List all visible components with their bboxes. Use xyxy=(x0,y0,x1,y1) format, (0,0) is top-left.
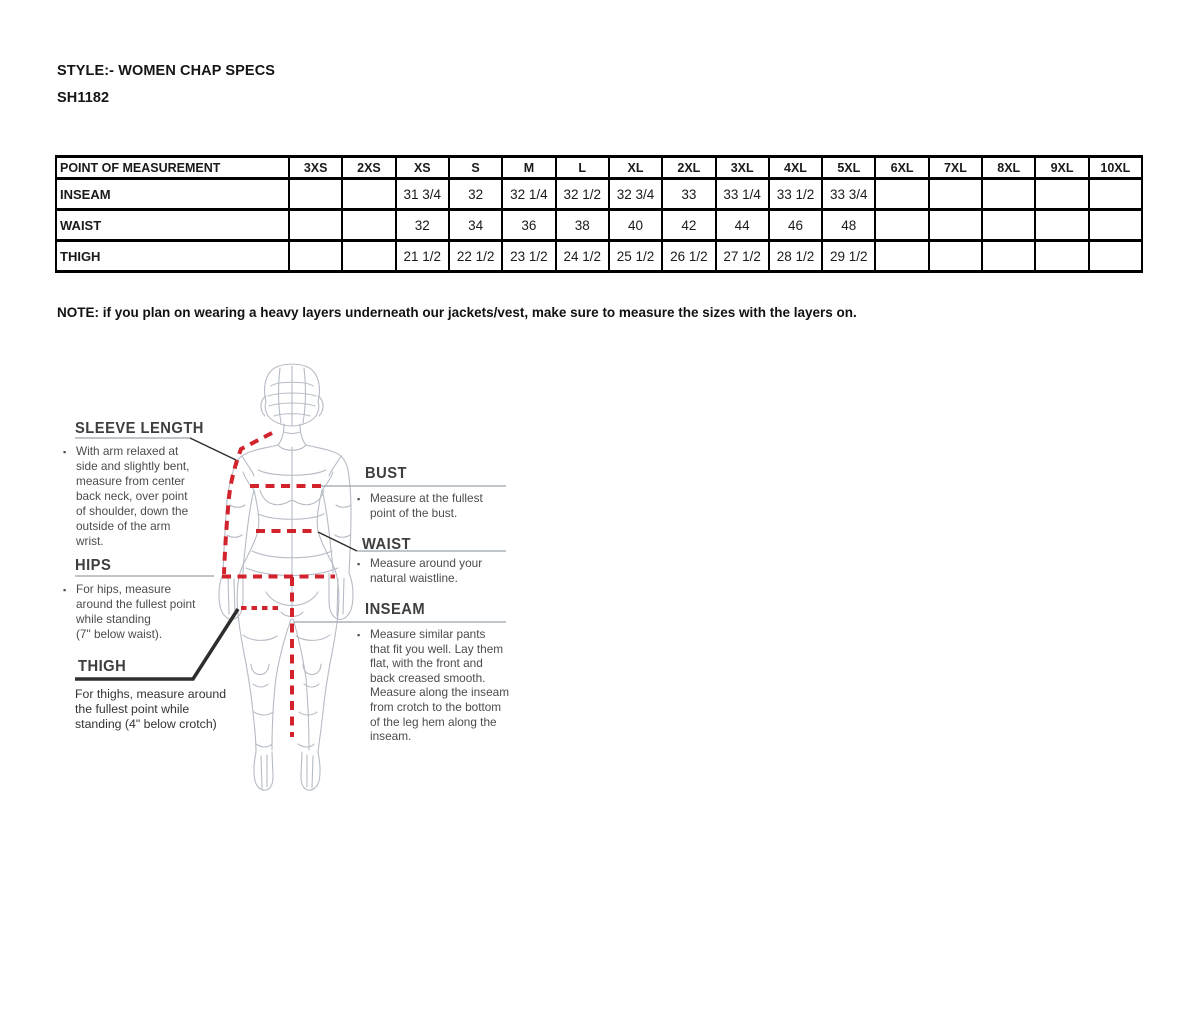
size-column-header: M xyxy=(502,157,555,179)
size-column-header: 5XL xyxy=(822,157,875,179)
text-line: For thighs, measure around xyxy=(75,687,227,701)
size-column-header: XL xyxy=(609,157,662,179)
measurement-value-cell xyxy=(875,210,928,241)
measurement-value-cell: 42 xyxy=(662,210,715,241)
size-column-header: XS xyxy=(396,157,449,179)
size-column-header: 3XS xyxy=(289,157,342,179)
measurement-label-cell: INSEAM xyxy=(56,179,289,210)
size-column-header: 2XS xyxy=(342,157,395,179)
waist-heading: WAIST xyxy=(362,536,412,553)
text-line: back creased smooth. xyxy=(370,670,486,685)
size-chart-table xyxy=(55,155,1143,273)
measurement-value-cell: 33 1/2 xyxy=(769,179,822,210)
text-line: the fullest point while xyxy=(75,702,190,716)
measurement-value-cell xyxy=(342,210,395,241)
measurement-value-cell: 40 xyxy=(609,210,662,241)
measurement-value-cell: 23 1/2 xyxy=(502,241,555,272)
size-column-header: S xyxy=(449,157,502,179)
size-column-header: 7XL xyxy=(929,157,982,179)
measurement-value-cell: 44 xyxy=(716,210,769,241)
text-line: point of the bust. xyxy=(370,506,458,520)
measurement-value-cell xyxy=(342,241,395,272)
measurement-value-cell xyxy=(1089,179,1142,210)
measurement-value-cell: 29 1/2 xyxy=(822,241,875,272)
measurement-value-cell: 22 1/2 xyxy=(449,241,502,272)
measurement-value-cell: 32 xyxy=(396,210,449,241)
measurement-value-cell: 38 xyxy=(556,210,609,241)
measurement-value-cell: 33 1/4 xyxy=(716,179,769,210)
inseam-description xyxy=(357,627,510,744)
measurement-value-cell xyxy=(1035,241,1088,272)
sleeve-length-pointer xyxy=(190,438,236,460)
measurement-value-cell xyxy=(875,241,928,272)
size-chart-row xyxy=(56,179,1142,210)
measurement-value-cell: 21 1/2 xyxy=(396,241,449,272)
measurement-value-cell xyxy=(289,241,342,272)
measurement-value-cell xyxy=(1035,179,1088,210)
style-title: STYLE:- WOMEN CHAP SPECS xyxy=(57,63,276,79)
measurement-value-cell: 32 1/2 xyxy=(556,179,609,210)
measurement-value-cell: 33 xyxy=(662,179,715,210)
text-line: from crotch to the bottom xyxy=(370,699,502,714)
text-line: outside of the arm xyxy=(76,519,171,533)
measurement-value-cell: 25 1/2 xyxy=(609,241,662,272)
measurement-value-cell: 33 3/4 xyxy=(822,179,875,210)
measurement-label-cell: THIGH xyxy=(56,241,289,272)
text-line: measure from center xyxy=(76,474,185,488)
measurement-value-cell: 28 1/2 xyxy=(769,241,822,272)
text-line: With arm relaxed at xyxy=(76,444,179,458)
text-line: Measure along the inseam xyxy=(370,685,510,700)
sleeve-measure-line xyxy=(224,433,272,574)
style-code: SH1182 xyxy=(57,90,110,106)
sleeve-length-description xyxy=(63,444,190,549)
size-column-header: 10XL xyxy=(1089,157,1142,179)
measurement-value-cell xyxy=(289,179,342,210)
size-chart-header-row xyxy=(56,157,1142,179)
text-line: Measure similar pants xyxy=(370,627,486,641)
size-column-header: 3XL xyxy=(716,157,769,179)
size-chart-row xyxy=(56,241,1142,272)
measurement-value-cell: 48 xyxy=(822,210,875,241)
measurement-value-cell: 27 1/2 xyxy=(716,241,769,272)
inseam-heading: INSEAM xyxy=(365,601,426,618)
measurement-value-cell xyxy=(982,210,1035,241)
measurement-value-cell: 34 xyxy=(449,210,502,241)
bullet-icon: ▪ xyxy=(357,630,361,640)
measurement-value-cell: 46 xyxy=(769,210,822,241)
measurement-value-cell xyxy=(1089,210,1142,241)
measurement-value-cell xyxy=(875,179,928,210)
measurement-value-cell: 36 xyxy=(502,210,555,241)
text-line: while standing xyxy=(76,612,151,626)
size-column-header: 6XL xyxy=(875,157,928,179)
size-column-header: 8XL xyxy=(982,157,1035,179)
measurement-value-cell: 26 1/2 xyxy=(662,241,715,272)
thigh-heading: THIGH xyxy=(78,658,127,675)
bullet-icon: ▪ xyxy=(357,494,361,504)
text-line: standing (4" below crotch) xyxy=(75,717,217,731)
size-column-header: L xyxy=(556,157,609,179)
sleeve-length-heading: SLEEVE LENGTH xyxy=(75,420,204,437)
size-column-header: 4XL xyxy=(769,157,822,179)
bullet-icon: ▪ xyxy=(63,585,67,595)
bust-description xyxy=(357,491,483,521)
hips-description xyxy=(63,582,196,642)
measurement-value-cell: 31 3/4 xyxy=(396,179,449,210)
measurement-value-cell xyxy=(342,179,395,210)
measurement-value-cell xyxy=(929,241,982,272)
measurement-value-cell xyxy=(289,210,342,241)
hips-heading: HIPS xyxy=(75,557,112,574)
size-column-header: 2XL xyxy=(662,157,715,179)
size-column-header: 9XL xyxy=(1035,157,1088,179)
text-line: (7" below waist). xyxy=(76,627,163,641)
text-line: For hips, measure xyxy=(76,582,172,596)
measurement-value-cell xyxy=(1035,210,1088,241)
text-line: Measure around your xyxy=(370,556,483,570)
text-line: flat, with the front and xyxy=(370,656,483,671)
text-line: Measure at the fullest xyxy=(370,491,483,505)
text-line: side and slightly bent, xyxy=(76,459,190,473)
waist-description xyxy=(357,556,483,586)
measurement-label-cell: WAIST xyxy=(56,210,289,241)
bullet-icon: ▪ xyxy=(357,559,361,569)
text-line: that fit you well. Lay them xyxy=(370,641,504,656)
size-chart-row xyxy=(56,210,1142,241)
measurement-lines xyxy=(222,433,335,737)
measurement-value-cell: 32 1/4 xyxy=(502,179,555,210)
text-line: of the leg hem along the xyxy=(370,714,497,729)
measurement-value-cell: 32 xyxy=(449,179,502,210)
thigh-description xyxy=(75,687,226,732)
text-line: natural waistline. xyxy=(370,571,458,585)
measurement-value-cell xyxy=(929,210,982,241)
text-line: wrist. xyxy=(76,534,104,548)
text-line: inseam. xyxy=(370,729,412,744)
text-line: of shoulder, down the xyxy=(76,504,189,518)
measurement-value-cell: 32 3/4 xyxy=(609,179,662,210)
measurement-value-cell xyxy=(1089,241,1142,272)
bullet-icon: ▪ xyxy=(63,447,67,457)
note-text: NOTE: if you plan on wearing a heavy layers underneath our jackets/vest, make sure to measure the sizes with the layers on. xyxy=(57,305,857,320)
measurement-value-cell xyxy=(982,179,1035,210)
text-line: around the fullest point xyxy=(76,597,196,611)
bust-heading: BUST xyxy=(365,465,407,482)
measurement-value-cell xyxy=(982,241,1035,272)
measurement-value-cell xyxy=(929,179,982,210)
text-line: back neck, over point xyxy=(76,489,188,503)
point-of-measurement-header: POINT OF MEASUREMENT xyxy=(56,157,289,179)
measurement-value-cell: 24 1/2 xyxy=(556,241,609,272)
